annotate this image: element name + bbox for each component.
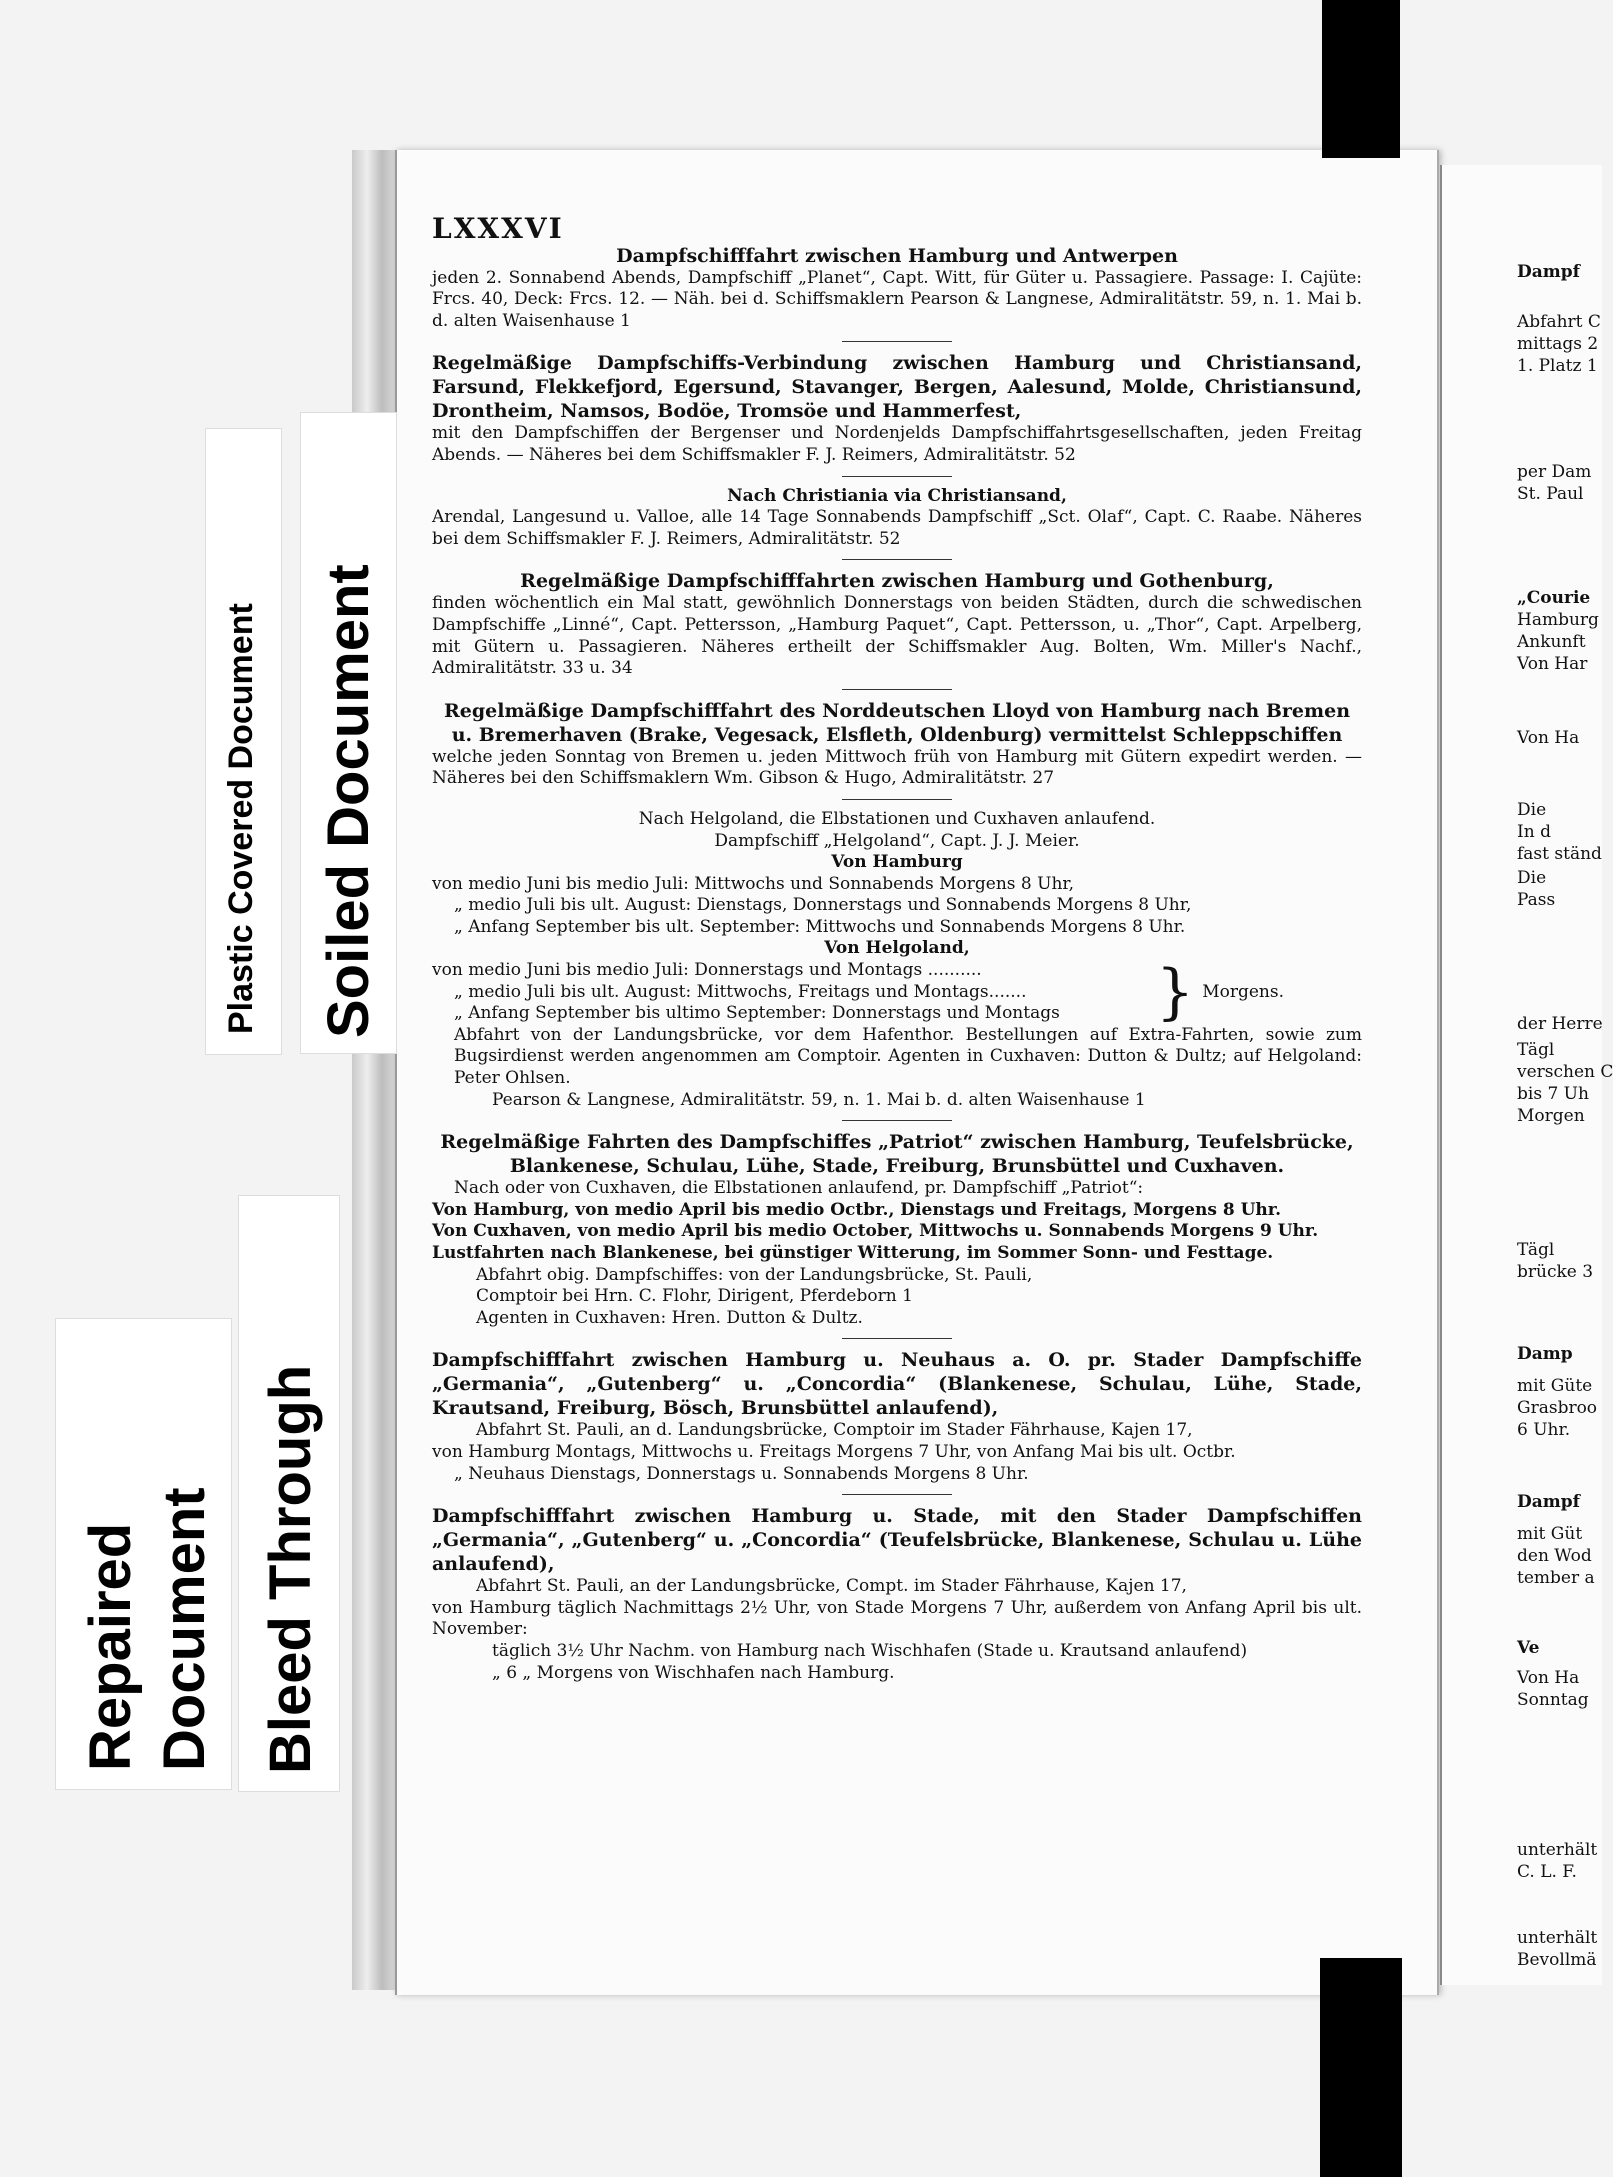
right-fragment: fast ständ (1517, 844, 1602, 864)
section-antwerpen (432, 244, 1362, 333)
section-text: mit den Dampfschiffen der Bergenser und Nordenjelds Dampfschiffahrtsgesellschaften, jeden Freitag Abends. — Näheres bei dem Schiffsmakler F. J. Reimers, Admiralitätstr. 52 (432, 423, 1362, 465)
section-stade (432, 1504, 1362, 1684)
right-fragment: Dampf (1517, 1492, 1580, 1512)
right-fragment: C. L. F. (1517, 1862, 1577, 1882)
stade-line: täglich 3½ Uhr Nachm. von Hamburg nach Wischhafen (Stade u. Krautsand anlaufend) (492, 1640, 1248, 1661)
right-fragment: Von Ha (1517, 728, 1580, 748)
divider (842, 1494, 952, 1495)
neuhaus-line: Abfahrt St. Pauli, an d. Landungsbrücke, Comptoir im Stader Fährhause, Kajen 17, (476, 1420, 1193, 1441)
section-heading: Dampfschifffahrt zwischen Hamburg und Antwerpen (616, 244, 1178, 267)
right-fragment: Abfahrt C (1517, 312, 1601, 332)
helgoland-brace-group (432, 957, 1362, 1028)
section-gothenburg (432, 569, 1362, 679)
right-fragment: brücke 3 (1517, 1262, 1594, 1282)
patriot-line: Nach oder von Cuxhaven, die Elbstationen anlaufend, pr. Dampfschiff „Patriot“: (454, 1178, 1144, 1199)
schedule-line: „ medio Juli bis ult. August: Dienstags, Donnerstags und Sonnabends Morgens 8 Uhr, (454, 895, 1192, 916)
brace-glyph: } (1156, 957, 1195, 1028)
section-christiania (432, 486, 1362, 551)
section-heading: Regelmäßige Dampfschifffahrt des Norddeutschen Lloyd von Hamburg nach Bremen u. Bremerhaven (Brake, Vegesack, Elsfleth, Oldenburg) vermittelst Schleppschiffen (443, 699, 1351, 746)
section-heading: Dampfschifffahrt zwischen Hamburg u. Neuhaus a. O. pr. Stader Dampfschiffe „Germania“, „Gutenberg“ u. „Concordia“ (Blankenese, Schulau, Lühe, Stade, Krautsand, Freiburg, Bösch, Brunsbüttel anlaufend), (432, 1349, 1362, 1420)
right-fragment: unterhält (1517, 1840, 1598, 1860)
divider (842, 476, 952, 477)
right-fragment: verschen C (1517, 1062, 1613, 1082)
label-repaired-text: Repaired Document (78, 1487, 217, 1771)
page-content (432, 212, 1362, 1693)
helgoland-ship: Dampfschiff „Helgoland“, Capt. J. J. Meier. (714, 830, 1080, 851)
schedule-line: „ Anfang September bis ult. September: Mittwochs und Sonnabends Morgens 8 Uhr. (454, 916, 1186, 937)
section-text: finden wöchentlich ein Mal statt, gewöhnlich Donnerstags von beiden Städten, durch die schwedischen Dampfschiffe „Linné“, Capt. Pettersson, „Hamburg Paquet“, Capt. Pettersson, u. „Thor“, Capt. Arpelberg, mit Gütern u. Passagieren. Näheres ertheilt der Schiffsmakler Aug. Bolten, Wm. Miller's Nachf., Admiralitätstr. 33 u. 34 (432, 593, 1362, 679)
section-heading: Dampfschifffahrt zwischen Hamburg u. Stade, mit den Stader Dampfschiffen „Germania“, „Gutenberg“ u. „Concordia“ (Teufelsbrücke, Blankenese, Schulau u. Lühe anlaufend), (432, 1505, 1362, 1576)
patriot-line: Lustfahrten nach Blankenese, bei günstiger Witterung, im Sommer Sonn- und Festtage. (432, 1243, 1274, 1263)
section-helgoland (432, 809, 1362, 1111)
label-bleed-text: Bleed Through (258, 1364, 323, 1774)
schedule-line: „ medio Juli bis ult. August: Mittwochs, Freitags und Montags....... (454, 981, 1027, 1002)
section-heading: Regelmäßige Fahrten des Dampfschiffes „Patriot“ zwischen Hamburg, Teufelsbrücke, Blankenese, Schulau, Lühe, Stade, Freiburg, Brunsbüttel und Cuxhaven. (440, 1131, 1354, 1178)
right-fragment: bis 7 Uh (1517, 1084, 1589, 1104)
right-fragment: Dampf (1517, 262, 1580, 282)
neuhaus-line: von Hamburg Montags, Mittwochs u. Freitags Morgens 7 Uhr, von Anfang Mai bis ult. Octbr. (432, 1441, 1236, 1462)
right-fragment: Morgen (1517, 1106, 1585, 1126)
right-fragment: Bevollmä (1517, 1950, 1597, 1970)
right-fragment: St. Paul (1517, 484, 1584, 504)
from-helgoland-title: Von Helgoland, (824, 938, 970, 959)
from-hamburg-title: Von Hamburg (831, 852, 963, 873)
label-plastic-text: Plastic Covered Document (222, 603, 260, 1034)
section-text: welche jeden Sonntag von Bremen u. jeden Mittwoch früh von Hamburg mit Gütern expedirt werden. — Näheres bei den Schiffsmaklern Wm. Gibson & Hugo, Admiralitätstr. 27 (432, 746, 1362, 789)
section-heading: Regelmäßige Dampfschifffahrten zwischen Hamburg und Gothenburg, (520, 570, 1274, 593)
right-fragment: In d (1517, 822, 1551, 842)
patriot-line: Von Cuxhaven, von medio April bis medio October, Mittwochs u. Sonnabends Morgens 9 Uhr. (432, 1221, 1319, 1242)
label-soiled (300, 412, 397, 1054)
brace-label: Morgens. (1202, 981, 1284, 1002)
right-fragment: 1. Platz 1 (1517, 356, 1598, 376)
label-plastic-covered (205, 428, 282, 1055)
section-text: Arendal, Langesund u. Valloe, alle 14 Tage Sonnabends Dampfschiff „Sct. Olaf“, Capt. C. Raabe. Näheres bei dem Schiffsmakler F. J. Reimers, Admiralitätstr. 52 (432, 507, 1362, 549)
right-fragment: 6 Uhr. (1517, 1420, 1571, 1440)
right-fragment: Pass (1517, 890, 1556, 910)
right-fragment: Hamburg (1517, 610, 1599, 630)
right-fragment: Ve (1517, 1638, 1540, 1658)
right-fragment: Die (1517, 800, 1547, 820)
label-bleed-through (238, 1195, 340, 1792)
section-heading: Nach Christiania via Christiansand, (727, 485, 1067, 506)
black-tab-bottom (1320, 1958, 1402, 2177)
section-patriot (432, 1130, 1362, 1329)
divider (842, 1120, 952, 1121)
right-fragment: Damp (1517, 1344, 1573, 1364)
schedule-line: von medio Juni bis medio Juli: Mittwochs und Sonnabends Morgens 8 Uhr, (432, 873, 1075, 894)
section-text: jeden 2. Sonnabend Abends, Dampfschiff „Planet“, Capt. Witt, für Güter u. Passagiere. Passage: I. Cajüte: Frcs. 40, Deck: Frcs. 12. — Näh. bei d. Schiffsmaklern Pearson & Langnese, Admiralitätstr. 59, n. 1. Mai b. d. alten Waisenhause 1 (432, 267, 1362, 331)
stade-line: von Hamburg täglich Nachmittags 2½ Uhr, von Stade Morgens 7 Uhr, außerdem von Anfang April bis ult. November: (432, 1597, 1362, 1640)
helgoland-agent: Pearson & Langnese, Admiralitätstr. 59, n. 1. Mai b. d. alten Waisenhause 1 (492, 1089, 1146, 1110)
right-fragment: Von Ha (1517, 1668, 1580, 1688)
page-number: LXXXVI (432, 212, 564, 245)
black-tab-top (1322, 0, 1400, 158)
right-fragment: mit Güt (1517, 1524, 1583, 1544)
divider (842, 799, 952, 800)
right-fragment: Tägl (1517, 1040, 1555, 1060)
right-fragment: Sonntag (1517, 1690, 1589, 1710)
patriot-line: Von Hamburg, von medio April bis medio Octbr., Dienstags und Freitags, Morgens 8 Uhr. (432, 1199, 1282, 1220)
section-neuhaus (432, 1348, 1362, 1485)
right-fragment: den Wod (1517, 1546, 1592, 1566)
right-fragment: unterhält (1517, 1928, 1598, 1948)
patriot-note: Abfahrt obig. Dampfschiffes: von der Landungsbrücke, St. Pauli, (476, 1264, 1033, 1285)
patriot-note: Comptoir bei Hrn. C. Flohr, Dirigent, Pferdeborn 1 (476, 1286, 913, 1307)
stade-line: Abfahrt St. Pauli, an der Landungsbrücke, Compt. im Stader Fährhause, Kajen 17, (476, 1576, 1187, 1597)
label-repaired (55, 1318, 232, 1790)
right-fragment: Grasbroo (1517, 1398, 1598, 1418)
right-fragment: „Courie (1517, 588, 1591, 608)
schedule-line: von medio Juni bis medio Juli: Donnerstags und Montags .......... (432, 960, 982, 981)
divider (842, 559, 952, 560)
divider (842, 689, 952, 690)
right-fragment: Von Har (1517, 654, 1588, 674)
schedule-line: „ Anfang September bis ultimo September: Donnerstags und Montags (454, 1003, 1060, 1024)
right-fragment: Tägl (1517, 1240, 1555, 1260)
patriot-note: Agenten in Cuxhaven: Hren. Dutton & Dultz. (476, 1307, 863, 1328)
section-lloyd (432, 699, 1362, 790)
right-fragment: mittags 2 (1517, 334, 1599, 354)
neuhaus-line: „ Neuhaus Dienstags, Donnerstags u. Sonnabends Morgens 8 Uhr. (454, 1463, 1029, 1484)
right-fragment: tember a (1517, 1568, 1595, 1588)
divider (842, 341, 952, 342)
stade-line: „ 6 „ Morgens von Wischhafen nach Hamburg. (492, 1662, 895, 1683)
section-christiansand (432, 351, 1362, 466)
label-soiled-text: Soiled Document (316, 564, 381, 1038)
right-fragment: Die (1517, 868, 1547, 888)
helgoland-note: Abfahrt von der Landungsbrücke, vor dem Hafenthor. Bestellungen auf Extra-Fahrten, sowie zum Bugsirdienst werden angenommen am Comptoir. Agenten in Cuxhaven: Dutton & Dultz; auf Helgoland: Peter Ohlsen. (454, 1024, 1362, 1089)
section-heading: Regelmäßige Dampfschiffs-Verbindung zwischen Hamburg und Christiansand, Farsund, Flekkefjord, Egersund, Stavanger, Bergen, Aalesund, Molde, Christiansund, Drontheim, Namsos, Bodöe, Tromsöe und Hammerfest, (432, 352, 1362, 423)
right-fragment: Ankunft (1517, 632, 1586, 652)
right-fragment: per Dam (1517, 462, 1592, 482)
divider (842, 1338, 952, 1339)
right-fragment: mit Güte (1517, 1376, 1593, 1396)
right-fragment: der Herre (1517, 1014, 1603, 1034)
helgoland-intro: Nach Helgoland, die Elbstationen und Cuxhaven anlaufend. (638, 808, 1156, 829)
